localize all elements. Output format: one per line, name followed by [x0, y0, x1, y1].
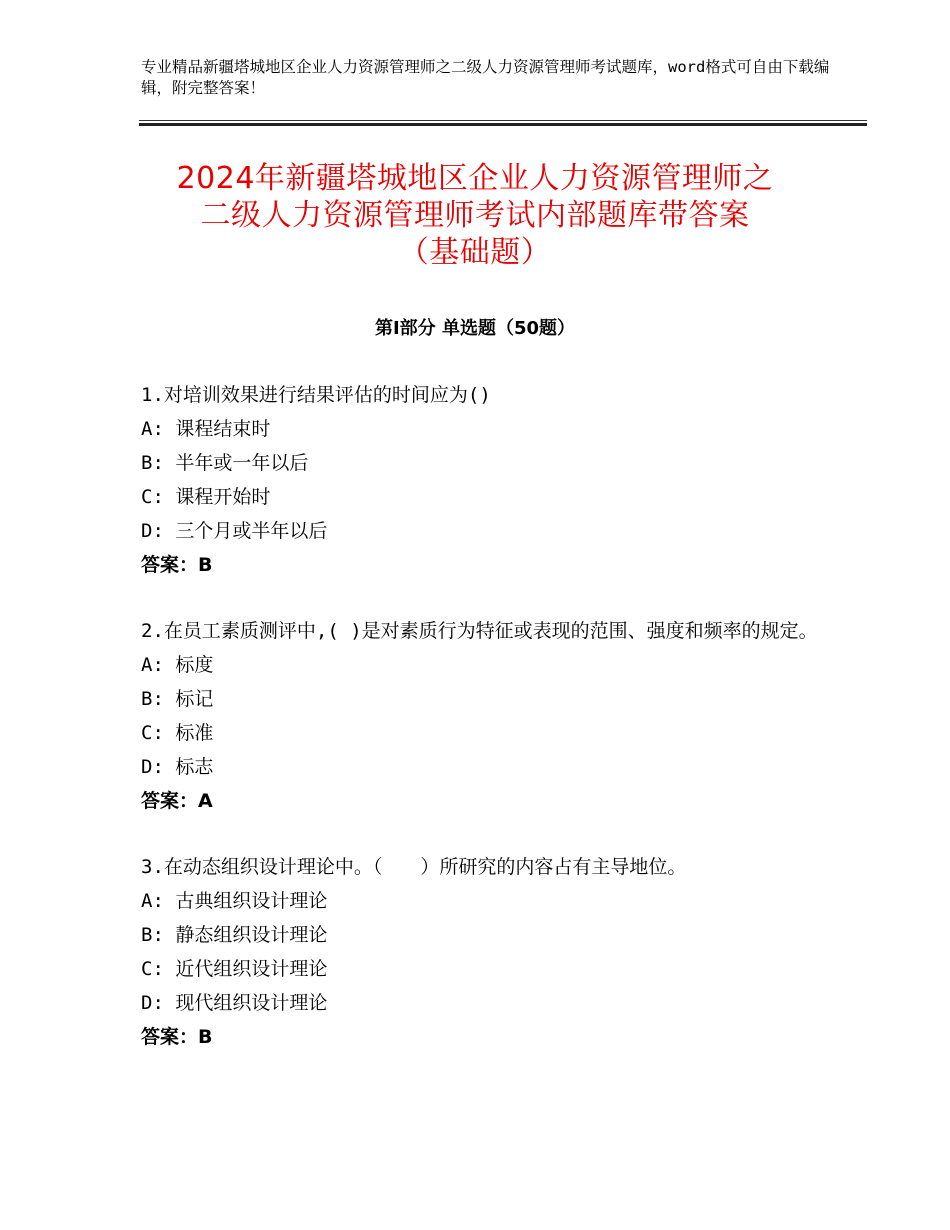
option-c: C: 标准: [141, 722, 214, 744]
document-title: [100, 160, 850, 271]
option-a: A: 古典组织设计理论: [141, 890, 328, 912]
option-d: D: 现代组织设计理论: [141, 992, 328, 1014]
question-item: [141, 614, 821, 818]
question-stem: 1.对培训效果进行结果评估的时间应为(): [141, 384, 491, 406]
answer-line: 答案：A: [141, 790, 213, 812]
header-divider-thick: [139, 123, 867, 126]
answer-line: 答案：B: [141, 1026, 213, 1048]
option-b: B: 半年或一年以后: [141, 452, 309, 474]
title-line: 二级人力资源管理师考试内部题库带答案: [200, 198, 750, 233]
option-b: B: 标记: [141, 688, 214, 710]
option-a: A: 课程结束时: [141, 418, 271, 440]
question-item: [141, 850, 821, 1054]
question-stem: 3.在动态组织设计理论中。（ ）所研究的内容占有主导地位。: [141, 856, 687, 878]
option-b: B: 静态组织设计理论: [141, 924, 328, 946]
header-divider-thin: [139, 120, 867, 121]
header-note: 专业精品新疆塔城地区企业人力资源管理师之二级人力资源管理师考试题库，word格式可自由下载编辑，附完整答案！: [141, 58, 830, 97]
title-line: 2024年新疆塔城地区企业人力资源管理师之: [176, 161, 774, 196]
option-c: C: 课程开始时: [141, 486, 271, 508]
question-stem: 2.在员工素质测评中,( )是对素质行为特征或表现的范围、强度和频率的规定。: [141, 620, 818, 642]
option-d: D: 三个月或半年以后: [141, 520, 328, 542]
answer-line: 答案：B: [141, 554, 213, 576]
section-title: 第Ⅰ部分 单选题（50题）: [374, 318, 575, 339]
title-line: （基础题）: [398, 235, 552, 270]
option-a: A: 标度: [141, 654, 214, 676]
question-item: [141, 378, 821, 582]
option-c: C: 近代组织设计理论: [141, 958, 328, 980]
option-d: D: 标志: [141, 756, 214, 778]
question-list: [141, 378, 821, 1086]
